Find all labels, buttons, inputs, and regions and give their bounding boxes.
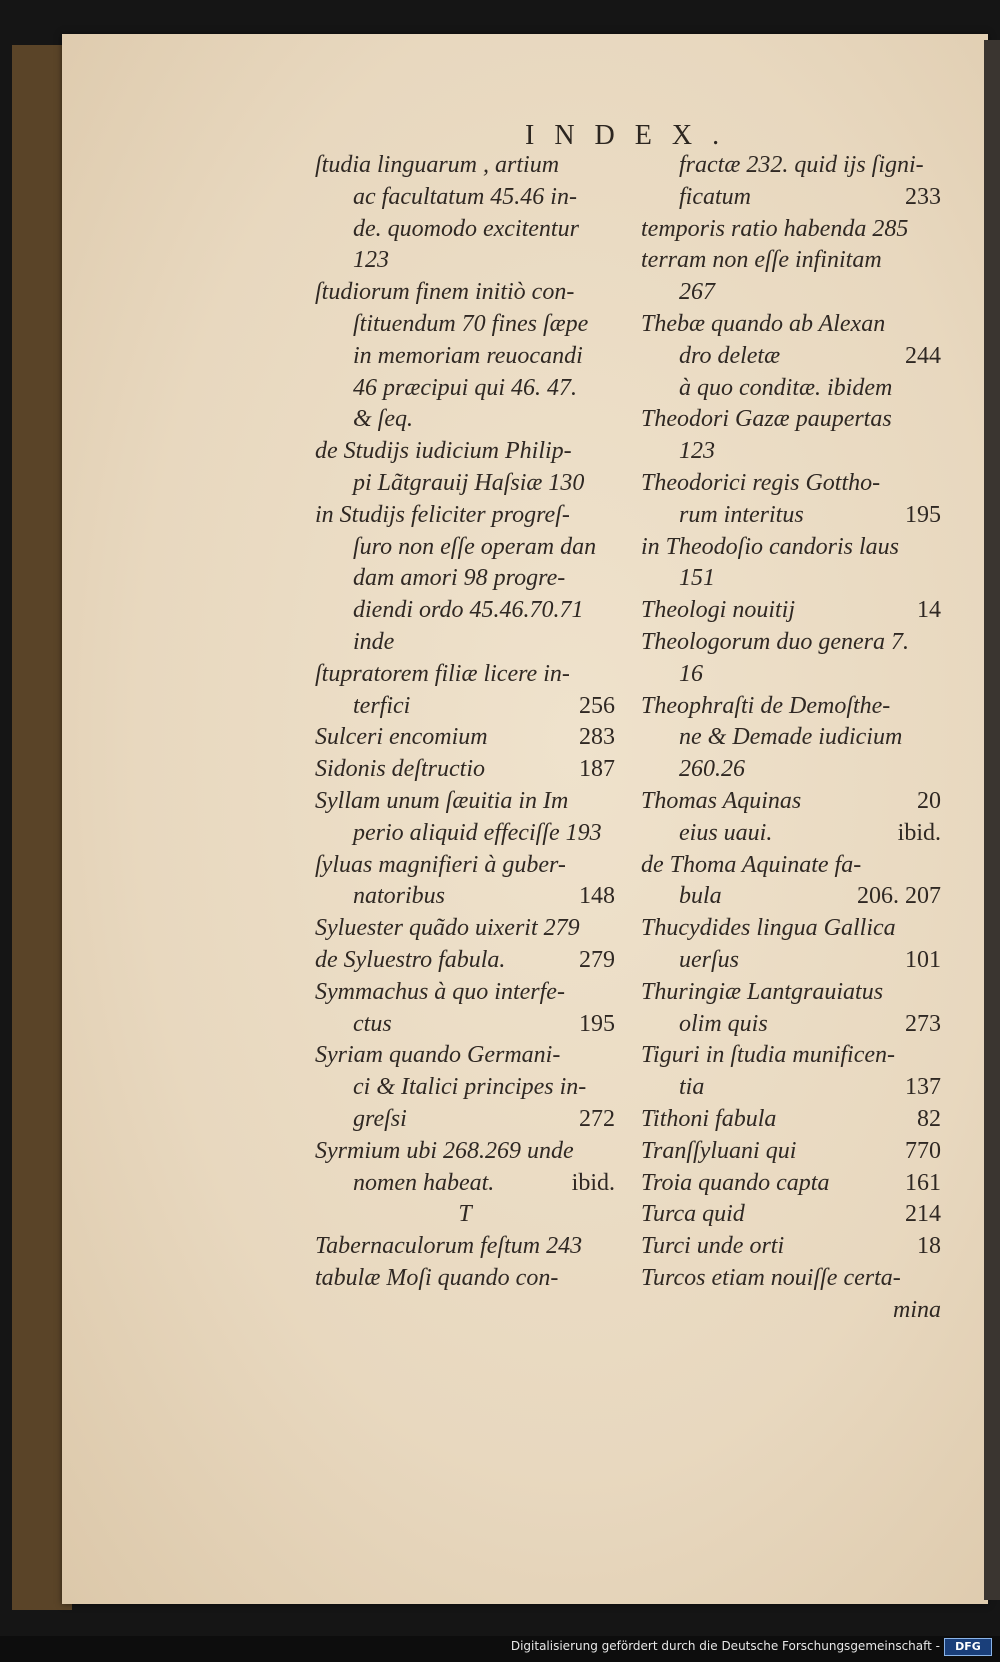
- index-entry-text: terram non eſſe infinitam: [641, 247, 882, 274]
- index-entry: [641, 595, 941, 627]
- index-entry-page-number: 18: [917, 1233, 941, 1260]
- index-entry: [641, 850, 941, 882]
- index-entry: [315, 214, 615, 246]
- index-entry: [315, 1263, 615, 1295]
- index-entry-page-number: ibid.: [571, 1169, 615, 1196]
- index-entry: [641, 245, 941, 277]
- index-entry-text: ac facultatum 45.46 in-: [353, 183, 577, 210]
- index-entry-text: de Thoma Aquinate fa-: [641, 851, 862, 878]
- index-entry-text: uerſus: [679, 946, 739, 973]
- index-entry-text: ſtituendum 70 fines ſæpe: [353, 310, 589, 337]
- index-entry-text: Sidonis deſtructio: [315, 756, 485, 783]
- index-entry-text: 123: [679, 438, 715, 465]
- index-entry-text: de Syluestro fabula.: [315, 946, 506, 973]
- index-entry: [641, 1104, 941, 1136]
- index-entry-text: Troia quando capta: [641, 1169, 830, 1196]
- index-entry: [641, 436, 941, 468]
- index-entry-text: de. quomodo excitentur: [353, 215, 579, 242]
- index-entry-text: Syllam unum ſæuitia in Im: [315, 787, 569, 814]
- index-entry-text: 123: [353, 247, 389, 274]
- index-entry-text: terfici: [353, 692, 411, 719]
- index-entry-text: mina: [893, 1296, 941, 1323]
- index-entry: [315, 1231, 615, 1263]
- index-entry-page-number: 195: [579, 1010, 615, 1037]
- index-entry-text: Thebæ quando ab Alexan: [641, 310, 886, 337]
- index-entry-text: 46 præcipui qui 46. 47.: [353, 374, 578, 401]
- index-entry-text: ficatum: [679, 183, 751, 210]
- index-entry-text: ſtudiorum finem initiò con-: [315, 279, 575, 306]
- index-entry-page-number: 14: [917, 597, 941, 624]
- footer-bar: [0, 1636, 1000, 1662]
- index-entry: [641, 1072, 941, 1104]
- index-entry: [641, 1040, 941, 1072]
- index-entry: [315, 373, 615, 405]
- index-entry: [315, 850, 615, 882]
- index-entry-text: Turci unde orti: [641, 1233, 785, 1260]
- index-entry: [641, 500, 941, 532]
- index-entry-text: ſtudia linguarum , artium: [315, 152, 560, 178]
- index-entry: [315, 913, 615, 945]
- index-entry-text: diendi ordo 45.46.70.71: [353, 597, 584, 624]
- index-entry-text: Thuringiæ Lantgrauiatus: [641, 978, 884, 1005]
- index-entry: [315, 182, 615, 214]
- index-entry: [641, 786, 941, 818]
- index-entry-text: 260.26: [679, 756, 745, 783]
- index-entry: [641, 722, 941, 754]
- index-entry: [315, 277, 615, 309]
- index-entry-page-number: 82: [917, 1105, 941, 1132]
- index-entry: [641, 150, 941, 182]
- index-entry-page-number: 273: [905, 1010, 941, 1037]
- index-entry-text: Symmachus à quo interfe-: [315, 978, 565, 1005]
- index-entry-text: ſtupratorem filiæ licere in-: [315, 660, 570, 687]
- index-entry-page-number: 770: [905, 1137, 941, 1164]
- index-entry-text: Thucydides lingua Gallica: [641, 915, 896, 942]
- index-entry: [641, 468, 941, 500]
- index-entry-page-number: 256: [579, 692, 615, 719]
- index-entry-text: fractæ 232. quid ijs ſigni-: [679, 152, 924, 178]
- index-entry-text: tia: [679, 1074, 705, 1101]
- index-entry: [641, 277, 941, 309]
- index-entry-text: Thomas Aquinas: [641, 787, 802, 814]
- index-entry: [641, 1009, 941, 1041]
- index-entry-text: in memoriam reuocandi: [353, 342, 583, 369]
- index-entry: [315, 404, 615, 436]
- index-entry-page-number: 214: [905, 1201, 941, 1228]
- index-entry-page-number: 161: [905, 1169, 941, 1196]
- index-entry-text: Sulceri encomium: [315, 724, 488, 751]
- index-entry-text: Theologi nouitij: [641, 597, 796, 624]
- index-entry: [641, 691, 941, 723]
- index-entry-text: tabulæ Moſi quando con-: [315, 1264, 559, 1291]
- index-entry-text: natoribus: [353, 883, 446, 910]
- index-entry: [641, 913, 941, 945]
- funding-notice: Digitalisierung gefördert durch die Deutsche Forschungsgemeinschaft -: [510, 1639, 940, 1653]
- index-entry-text: perio aliquid effeciſſe 193: [353, 819, 602, 846]
- index-entry-text: pi Lãtgrauij Haſsiæ 130: [353, 469, 585, 496]
- index-entry-text: in Studijs feliciter progreſ-: [315, 501, 570, 528]
- index-entry: [315, 627, 615, 659]
- index-entry-text: olim quis: [679, 1010, 768, 1037]
- index-entry: [315, 1009, 615, 1041]
- index-entry: [315, 1104, 615, 1136]
- index-entry: [641, 563, 941, 595]
- index-entry-text: Syluester quãdo uixerit 279: [315, 915, 580, 942]
- dfg-logo-icon: DFG: [944, 1638, 992, 1656]
- index-entry-page-number: 195: [905, 501, 941, 528]
- index-entry: [315, 1168, 615, 1200]
- index-entry-text: Theophraſti de Demoſthe-: [641, 692, 891, 719]
- index-entry-text: greſsi: [353, 1105, 407, 1132]
- book-edge-right: [984, 40, 1000, 1600]
- index-entry-text: Theodorici regis Gottho-: [641, 469, 881, 496]
- index-entry-page-number: 148: [579, 883, 615, 910]
- index-entry-text: temporis ratio habenda 285: [641, 215, 909, 242]
- index-entry: [641, 214, 941, 246]
- index-entry-page-number: 233: [905, 183, 941, 210]
- index-entry: [641, 1168, 941, 1200]
- index-column-right: [641, 150, 941, 1326]
- index-entry: [641, 373, 941, 405]
- index-entry-text: ne & Demade iudicium: [679, 724, 903, 751]
- index-entry: [315, 1040, 615, 1072]
- index-entry: [315, 1136, 615, 1168]
- index-entry-text: 267: [679, 279, 715, 306]
- index-entry: [641, 977, 941, 1009]
- index-entry-text: T: [458, 1201, 472, 1228]
- index-entry: [315, 818, 615, 850]
- index-entry: [315, 468, 615, 500]
- index-entry: [641, 754, 941, 786]
- index-entry-text: ctus: [353, 1010, 392, 1037]
- index-entry: [641, 341, 941, 373]
- index-entry-text: Tabernaculorum feſtum 243: [315, 1233, 583, 1260]
- index-entry: [641, 309, 941, 341]
- index-entry: [315, 1199, 615, 1231]
- index-entry: [641, 1231, 941, 1263]
- page-header: INDEX.: [525, 120, 740, 151]
- index-entry-page-number: 206. 207: [857, 883, 941, 910]
- index-entry-text: eius uaui.: [679, 819, 773, 846]
- index-entry-text: 16: [679, 660, 703, 687]
- index-entry-text: nomen habeat.: [353, 1169, 495, 1196]
- index-entry: [641, 1295, 941, 1327]
- index-entry-text: dam amori 98 progre-: [353, 565, 566, 592]
- index-entry-page-number: ibid.: [897, 819, 941, 846]
- index-entry-text: Theodori Gazæ paupertas: [641, 406, 892, 433]
- index-entry-page-number: 272: [579, 1105, 615, 1132]
- index-entry: [641, 881, 941, 913]
- index-entry: [315, 595, 615, 627]
- index-entry: [315, 532, 615, 564]
- index-entry: [641, 945, 941, 977]
- index-entry-text: bula: [679, 883, 722, 910]
- index-entry-text: Theologorum duo genera 7.: [641, 628, 909, 655]
- index-entry-page-number: 283: [579, 724, 615, 751]
- index-entry: [315, 977, 615, 1009]
- index-entry-text: Tithoni fabula: [641, 1105, 777, 1132]
- index-entry: [641, 404, 941, 436]
- index-entry-text: inde: [353, 628, 395, 655]
- index-entry-text: Syriam quando Germani-: [315, 1042, 561, 1069]
- index-entry-text: Syrmium ubi 268.269 unde: [315, 1137, 574, 1164]
- index-entry: [315, 150, 615, 182]
- index-entry: [315, 436, 615, 468]
- index-entry: [641, 532, 941, 564]
- index-entry: [641, 818, 941, 850]
- index-entry: [641, 1199, 941, 1231]
- index-entry: [315, 881, 615, 913]
- index-entry-text: ſyluas magnifieri à guber-: [315, 851, 566, 878]
- index-entry: [315, 945, 615, 977]
- index-entry: [641, 627, 941, 659]
- index-entry: [641, 1136, 941, 1168]
- index-entry: [315, 722, 615, 754]
- index-column-left: [315, 150, 615, 1295]
- index-entry: [315, 309, 615, 341]
- index-entry: [315, 754, 615, 786]
- index-entry-page-number: 244: [905, 342, 941, 369]
- index-entry-text: & ſeq.: [353, 406, 413, 433]
- index-entry-text: Tranſſyluani qui: [641, 1137, 797, 1164]
- index-entry-text: ci & Italici principes in-: [353, 1074, 587, 1101]
- index-entry: [315, 1072, 615, 1104]
- index-entry-page-number: 20: [917, 787, 941, 814]
- index-entry-text: à quo conditæ. ibidem: [679, 374, 893, 401]
- index-entry: [315, 786, 615, 818]
- index-entry: [315, 563, 615, 595]
- index-entry-text: Turcos etiam nouiſſe certa-: [641, 1264, 901, 1291]
- index-entry-text: Turca quid: [641, 1201, 745, 1228]
- index-entry-text: rum interitus: [679, 501, 804, 528]
- index-entry-page-number: 279: [579, 946, 615, 973]
- index-entry: [641, 659, 941, 691]
- index-entry-text: de Studijs iudicium Philip-: [315, 438, 572, 465]
- index-entry-page-number: 137: [905, 1074, 941, 1101]
- index-entry-text: Tiguri in ſtudia munificen-: [641, 1042, 896, 1069]
- index-entry: [315, 500, 615, 532]
- index-entry: [315, 341, 615, 373]
- index-entry: [641, 182, 941, 214]
- index-entry-page-number: 101: [905, 946, 941, 973]
- index-entry: [315, 691, 615, 723]
- index-entry: [315, 245, 615, 277]
- index-entry-text: 151: [679, 565, 715, 592]
- index-entry: [641, 1263, 941, 1295]
- index-entry: [315, 659, 615, 691]
- index-entry-text: dro deletæ: [679, 342, 781, 369]
- index-entry-text: ſuro non eſſe operam dan: [353, 533, 597, 560]
- index-entry-text: in Theodoſio candoris laus: [641, 533, 900, 560]
- index-entry-page-number: 187: [579, 756, 615, 783]
